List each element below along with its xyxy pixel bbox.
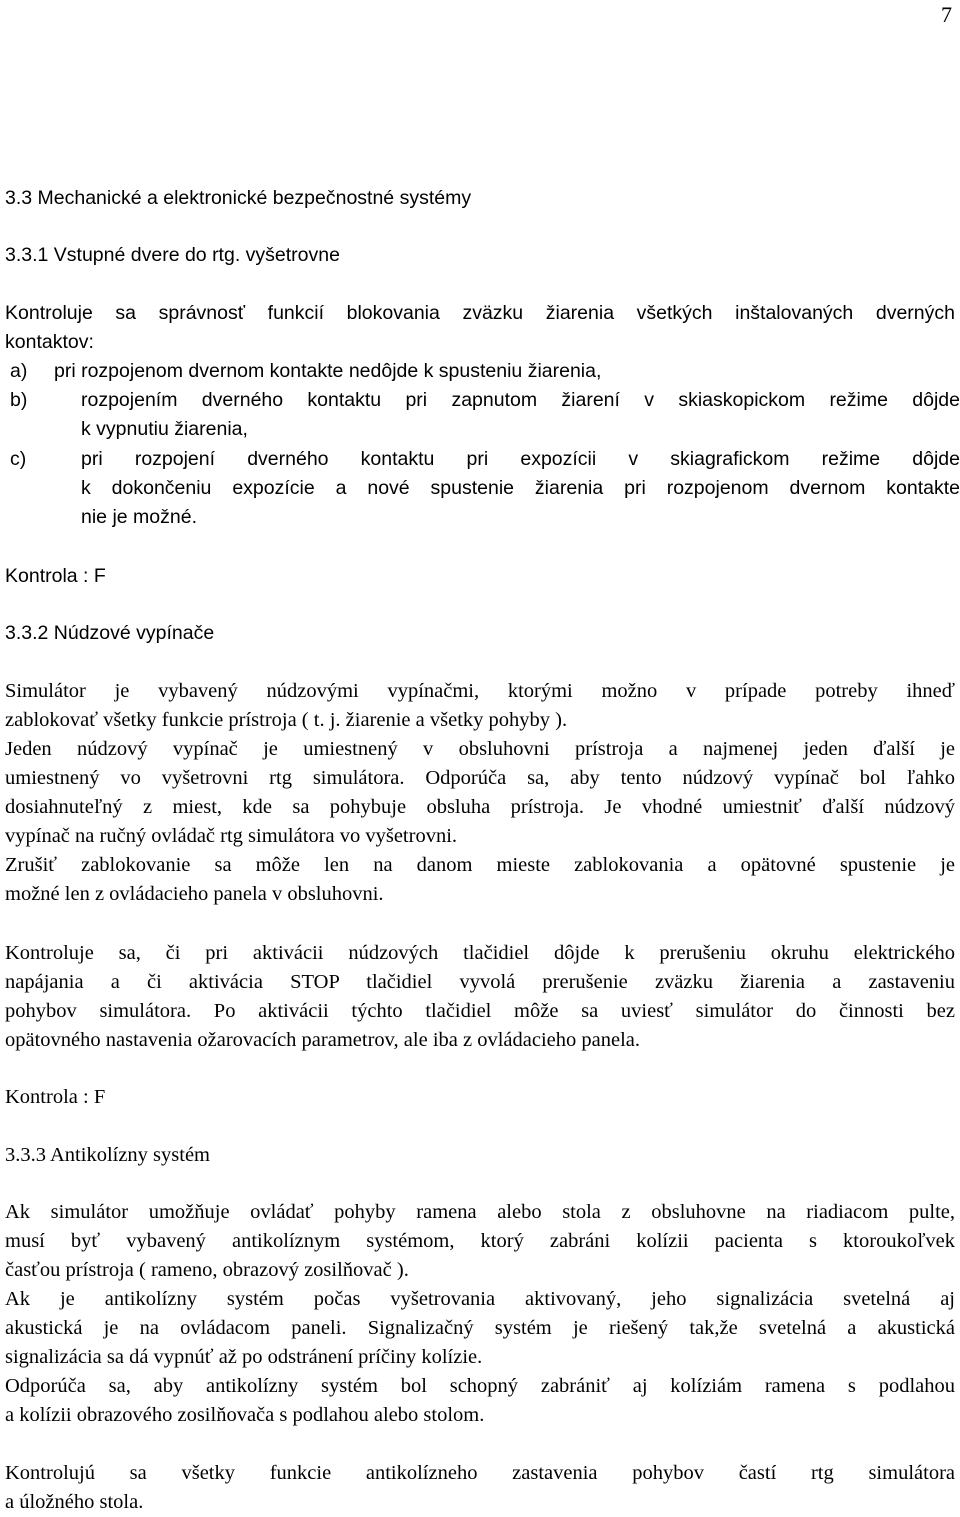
intro-line: kontaktov: <box>5 331 94 353</box>
paragraph-line: signalizácia sa dá vypnúť až po odstránení príčiny kolízie. <box>5 1346 483 1368</box>
heading-3-3-2: 3.3.2 Núdzové vypínače <box>5 622 215 644</box>
kontrola-label: Kontrola : F <box>5 565 106 587</box>
paragraph-line: Ak je antikolízny systém počas vyšetrovania aktivovaný, jeho signalizácia svetelná aj <box>5 1288 955 1310</box>
heading-3-3-1: 3.3.1 Vstupné dvere do rtg. vyšetrovne <box>5 244 340 266</box>
paragraph-line: vypínač na ručný ovládač rtg simulátora vo vyšetrovni. <box>5 825 458 847</box>
paragraph-line: Ak simulátor umožňuje ovládať pohyby ramena alebo stola z obsluhovne na riadiacom pulte, <box>5 1201 955 1223</box>
paragraph-line: Jeden núdzový vypínač je umiestnený v obsluhovni prístroja a najmenej jeden ďalší je <box>5 738 955 760</box>
list-marker: b) <box>10 389 28 411</box>
paragraph-line: opätovného nastavenia ožarovacích parametrov, ale iba z ovládacieho panela. <box>5 1029 640 1051</box>
paragraph-line: a kolízii obrazového zosilňovača s podlahou alebo stolom. <box>5 1404 485 1426</box>
list-marker: a) <box>10 360 28 382</box>
paragraph-line: napájania a či aktivácia STOP tlačidiel vyvolá prerušenie zväzku žiarenia a zastaveniu <box>5 971 955 993</box>
page-number: 7 <box>941 2 952 27</box>
list-item-line: pri rozpojení dverného kontaktu pri expozícii v skiagrafickom režime dôjde <box>81 448 960 470</box>
paragraph-line: pohybov simulátora. Po aktivácii týchto tlačidiel môže sa uviesť simulátor do činnosti bez <box>5 1000 955 1022</box>
paragraph-line: umiestnený vo vyšetrovni rtg simulátora. Odporúča sa, aby tento núdzový vypínač bol ľahko <box>5 767 955 789</box>
list-marker: c) <box>10 448 27 470</box>
paragraph-line: Kontrolujú sa všetky funkcie antikolízneho zastavenia pohybov častí rtg simulátora <box>5 1462 955 1484</box>
paragraph-line: musí byť vybavený antikolíznym systémom, ktorý zabráni kolízii pacienta s ktoroukoľvek <box>5 1230 955 1252</box>
paragraph-line: Kontroluje sa, či pri aktivácii núdzových tlačidiel dôjde k prerušeniu okruhu elektrického <box>5 942 955 964</box>
list-item-line: k vypnutiu žiarenia, <box>81 418 248 440</box>
heading-3-3: 3.3 Mechanické a elektronické bezpečnostné systémy <box>5 187 472 209</box>
paragraph-line: Zrušiť zablokovanie sa môže len na danom mieste zablokovania a opätovné spustenie je <box>5 854 955 876</box>
list-item-line: k dokončeniu expozície a nové spustenie žiarenia pri rozpojenom dvernom kontakte <box>81 477 960 499</box>
paragraph-line: možné len z ovládacieho panela v obsluhovni. <box>5 883 384 905</box>
paragraph-line: zablokovať všetky funkcie prístroja ( t. j. žiarenie a všetky pohyby ). <box>5 709 568 731</box>
paragraph-line: a úložného stola. <box>5 1491 144 1513</box>
intro-line: Kontroluje sa správnosť funkcií blokovania zväzku žiarenia všetkých inštalovaných dverných <box>5 302 955 324</box>
list-item-line: pri rozpojenom dvernom kontakte nedôjde k spusteniu žiarenia, <box>54 360 602 382</box>
paragraph-line: dosiahnuteľný z miest, kde sa pohybuje obsluha prístroja. Je vhodné umiestniť ďalší núdzový <box>5 796 955 818</box>
paragraph-line: časťou prístroja ( rameno, obrazový zosilňovač ). <box>5 1259 409 1281</box>
list-item-line: nie je možné. <box>81 506 197 528</box>
paragraph-line: akustická je na ovládacom paneli. Signalizačný systém je riešený tak,že svetelná a akustická <box>5 1317 955 1339</box>
heading-3-3-3: 3.3.3 Antikolízny systém <box>5 1144 210 1166</box>
paragraph-line: Odporúča sa, aby antikolízny systém bol schopný zabrániť aj kolíziám ramena s podlahou <box>5 1375 955 1397</box>
kontrola-label: Kontrola : F <box>5 1086 106 1108</box>
paragraph-line: Simulátor je vybavený núdzovými vypínačmi, ktorými možno v prípade potreby ihneď <box>5 680 955 702</box>
list-item-line: rozpojením dverného kontaktu pri zapnutom žiarení v skiaskopickom režime dôjde <box>81 389 960 411</box>
